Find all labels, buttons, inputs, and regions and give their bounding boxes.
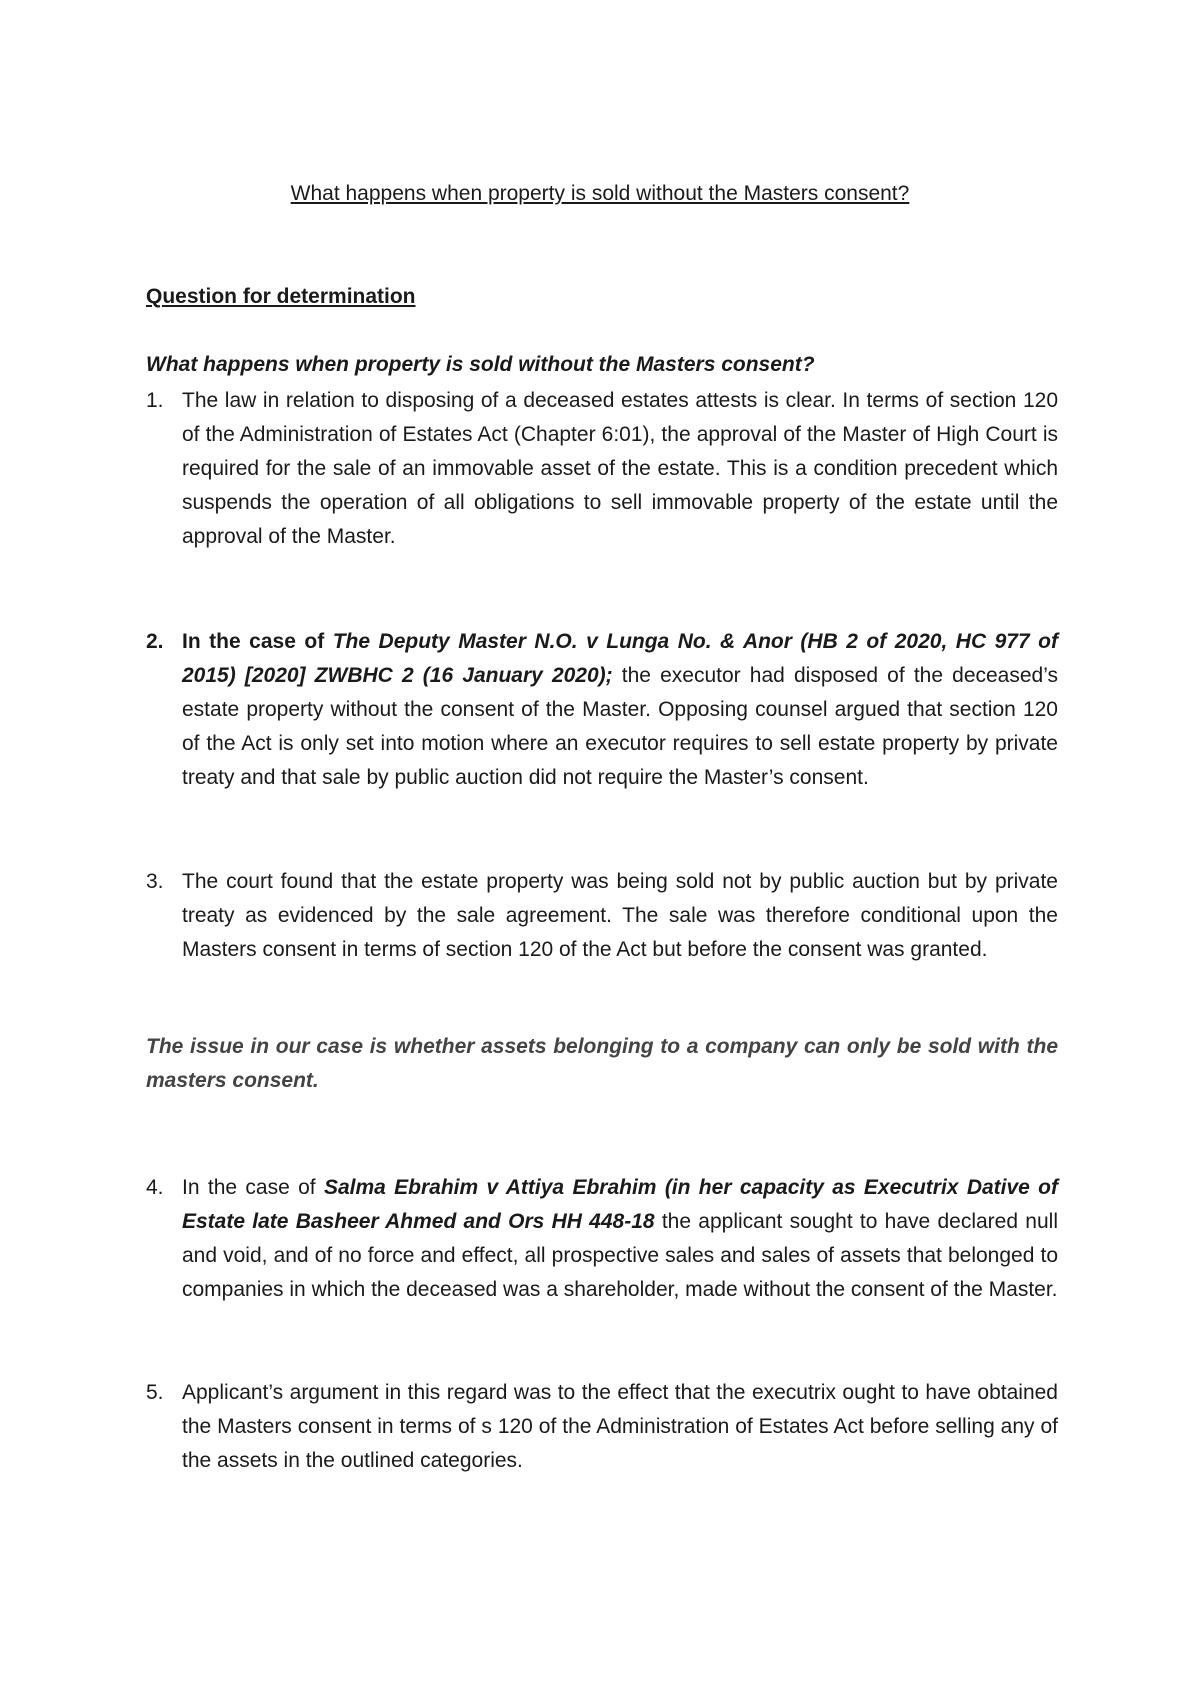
paragraph-text — [182, 1171, 1058, 1307]
paragraph-text: The law in relation to disposing of a deceased estates attests is clear. In terms of section 120 of the Administration of Estates Act (Chapter 6:01), the approval of the Master of High Court is required for the sale of an immovable asset of the estate. This is a condition precedent which suspends the operation of all obligations to sell immovable property of the estate until the approval of the Master. — [182, 389, 1058, 548]
question-statement: What happens when property is sold without the Masters consent? — [146, 353, 815, 376]
paragraph-4 — [146, 1171, 1058, 1307]
issue-statement: The issue in our case is whether assets belonging to a company can only be sold with the masters consent. — [146, 1035, 1058, 1092]
document-title: What happens when property is sold without the Masters consent? — [290, 182, 910, 205]
section-heading: Question for determination — [146, 285, 416, 308]
paragraph-body: the applicant sought to have declared null and void, and of no force and effect, all prospective sales and sales of assets that belonged to companies in which the deceased was a shareholder, made without the consent of the Master. — [182, 1210, 1058, 1301]
paragraph-body: the executor had disposed of the deceased’s estate property without the consent of the Master. Opposing counsel argued that section 120 of the Act is only set into motion where an executor requires to sell estate property by private treaty and that sale by public auction did not require the Master’s consent. — [182, 664, 1059, 789]
paragraph-number: 1. — [146, 389, 164, 412]
paragraph-text: The court found that the estate property was being sold not by public auction but by private treaty as evidenced by the sale agreement. The sale was therefore conditional upon the Masters consent in terms of section 120 of the Act but before the consent was granted. — [182, 870, 1058, 961]
paragraph-lead: In the case of — [182, 630, 333, 653]
case-citation: The Deputy Master N.O. v Lunga No. & Anor (HB 2 of 2020, HC 977 of 2015) [2020] ZWBHC 2 (16 January 2020); — [182, 630, 1058, 687]
paragraph-5 — [146, 1376, 1058, 1478]
paragraph-text — [182, 625, 1058, 795]
paragraph-number: 3. — [146, 870, 164, 893]
paragraph-2 — [146, 625, 1058, 795]
paragraph-text: Applicant’s argument in this regard was to the effect that the executrix ought to have obtained the Masters consent in terms of s 120 of the Administration of Estates Act before selling any of the assets in the outlined categories. — [182, 1381, 1058, 1472]
case-citation: Salma Ebrahim v Attiya Ebrahim (in her capacity as Executrix Dative of Estate late Basheer Ahmed and Ors HH 448-18 — [182, 1176, 1059, 1233]
paragraph-number: 2. — [146, 630, 164, 653]
paragraph-number: 5. — [146, 1381, 164, 1404]
paragraph-number: 4. — [146, 1176, 164, 1199]
paragraph-3 — [146, 865, 1058, 967]
paragraph-lead: In the case of — [182, 1176, 324, 1199]
paragraph-1 — [146, 384, 1058, 554]
